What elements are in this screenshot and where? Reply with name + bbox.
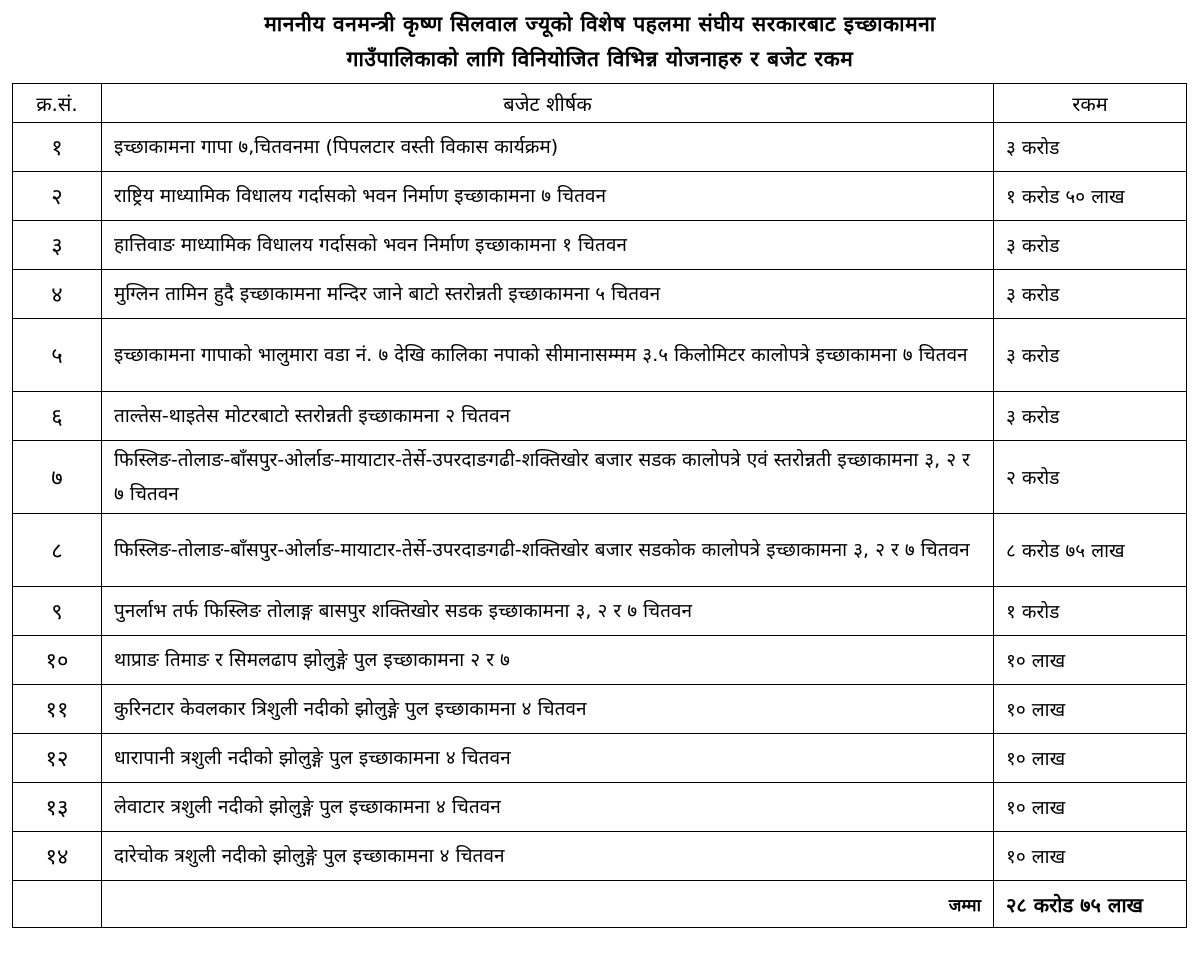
row-budget-title: फिस्लिङ-तोलाङ-बाँसपुर-ओर्लाङ-मायाटार-तेर्से-उपरदाङगढी-शक्तिखोर बजार सडक कालोपत्रे एवं स्तरोन्नती इच्छाकामना ३, २ र ७ चितवन [102, 441, 994, 514]
row-serial-number: ६ [13, 392, 102, 441]
row-amount: २ करोड [994, 441, 1187, 514]
row-serial-number: १० [13, 636, 102, 685]
row-serial-number: ९ [13, 587, 102, 636]
row-serial-number: १२ [13, 734, 102, 783]
header-amount: रकम [994, 84, 1187, 123]
table-row [13, 734, 1187, 783]
table-row [13, 319, 1187, 392]
table-row [13, 221, 1187, 270]
row-serial-number: १ [13, 123, 102, 172]
row-amount: ३ करोड [994, 392, 1187, 441]
table-total-row [13, 881, 1187, 928]
table-row [13, 270, 1187, 319]
row-serial-number: ७ [13, 441, 102, 514]
table-row [13, 441, 1187, 514]
row-amount: ३ करोड [994, 123, 1187, 172]
row-budget-title: राष्ट्रिय माध्यामिक विधालय गर्दासको भवन निर्माण इच्छाकामना ७ चितवन [102, 172, 994, 221]
table-row [13, 783, 1187, 832]
header-budget-title: बजेट शीर्षक [102, 84, 994, 123]
row-amount: ३ करोड [994, 319, 1187, 392]
row-budget-title: लेवाटार त्रशुली नदीको झोलुङ्गे पुल इच्छाकामना ४ चितवन [102, 783, 994, 832]
table-row [13, 587, 1187, 636]
row-amount: १ करोड [994, 587, 1187, 636]
budget-table [12, 83, 1187, 928]
document-title-line-1: माननीय वनमन्त्री कृष्ण सिलवाल ज्यूको विशेष पहलमा संघीय सरकारबाट इच्छाकामना [264, 12, 936, 36]
row-amount: १० लाख [994, 636, 1187, 685]
table-row [13, 832, 1187, 881]
row-amount: ३ करोड [994, 221, 1187, 270]
document-title-line-2: गाउँपालिकाको लागि विनियोजित विभिन्न योजनाहरु र बजेट रकम [346, 47, 854, 71]
table-row [13, 514, 1187, 587]
row-budget-title: हात्तिवाङ माध्यामिक विधालय गर्दासको भवन निर्माण इच्छाकामना १ चितवन [102, 221, 994, 270]
total-empty-cell [13, 881, 102, 928]
table-header-row [13, 84, 1187, 123]
row-serial-number: ८ [13, 514, 102, 587]
row-serial-number: ३ [13, 221, 102, 270]
row-budget-title: ताल्तेस-थाइतेस मोटरबाटो स्तरोन्नती इच्छाकामना २ चितवन [102, 392, 994, 441]
row-amount: १ करोड ५० लाख [994, 172, 1187, 221]
row-budget-title: थाप्राङ तिमाङ र सिमलढाप झोलुङ्गे पुल इच्छाकामना २ र ७ [102, 636, 994, 685]
row-amount: १० लाख [994, 685, 1187, 734]
row-budget-title: पुनर्लाभ तर्फ फिस्लिङ तोलाङ्ग बासपुर शक्तिखोर सडक इच्छाकामना ३, २ र ७ चितवन [102, 587, 994, 636]
row-budget-title: इच्छाकामना गापा ७,चितवनमा (पिपलटार वस्ती विकास कार्यक्रम) [102, 123, 994, 172]
row-serial-number: २ [13, 172, 102, 221]
row-serial-number: ११ [13, 685, 102, 734]
row-serial-number: १४ [13, 832, 102, 881]
total-amount: २८ करोड ७५ लाख [994, 881, 1187, 928]
row-budget-title: धारापानी त्रशुली नदीको झोलुङ्गे पुल इच्छाकामना ४ चितवन [102, 734, 994, 783]
row-serial-number: १३ [13, 783, 102, 832]
table-row [13, 172, 1187, 221]
row-amount: ३ करोड [994, 270, 1187, 319]
total-label: जम्मा [102, 881, 994, 928]
row-amount: १० लाख [994, 734, 1187, 783]
row-budget-title: कुरिनटार केवलकार त्रिशुली नदीको झोलुङ्गे पुल इच्छाकामना ४ चितवन [102, 685, 994, 734]
table-row [13, 685, 1187, 734]
row-budget-title: इच्छाकामना गापाको भालुमारा वडा नं. ७ देखि कालिका नपाको सीमानासम्मम ३.५ किलोमिटर कालोपत्रे इच्छाकामना ७ चितवन [102, 319, 994, 392]
row-budget-title: दारेचोक त्रशुली नदीको झोलुङ्गे पुल इच्छाकामना ४ चितवन [102, 832, 994, 881]
row-serial-number: ५ [13, 319, 102, 392]
row-amount: १० लाख [994, 832, 1187, 881]
row-serial-number: ४ [13, 270, 102, 319]
row-budget-title: फिस्लिङ-तोलाङ-बाँसपुर-ओर्लाङ-मायाटार-तेर्से-उपरदाङगढी-शक्तिखोर बजार सडकोक कालोपत्रे इच्छाकामना ३, २ र ७ चितवन [102, 514, 994, 587]
table-row [13, 392, 1187, 441]
table-row [13, 636, 1187, 685]
row-budget-title: मुग्लिन तामिन हुदै इच्छाकामना मन्दिर जाने बाटो स्तरोन्नती इच्छाकामना ५ चितवन [102, 270, 994, 319]
header-serial-number: क्र.सं. [13, 84, 102, 123]
table-row [13, 123, 1187, 172]
row-amount: १० लाख [994, 783, 1187, 832]
row-amount: ८ करोड ७५ लाख [994, 514, 1187, 587]
